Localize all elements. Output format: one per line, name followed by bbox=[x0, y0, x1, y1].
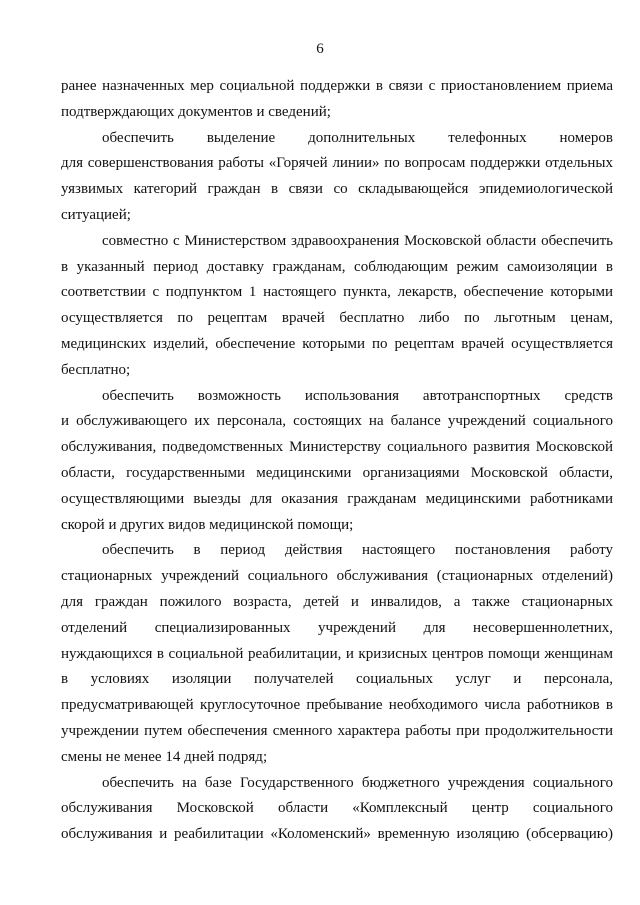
text-line: скорой и других видов медицинской помощи; bbox=[61, 516, 354, 533]
text-line: соответствии с подпунктом 1 настоящего пункта, лекарств, обеспечение которыми bbox=[61, 284, 613, 301]
text-line: осуществляется по рецептам врачей бесплатно либо по льготным ценам, bbox=[61, 310, 613, 327]
text-line: обслуживания Московской области «Комплексный центр социального bbox=[61, 800, 613, 817]
page-number: 6 bbox=[316, 41, 324, 57]
document-body bbox=[61, 74, 613, 848]
paragraph-first-line: обеспечить выделение дополнительных телефонных номеров bbox=[102, 129, 613, 146]
paragraph-first-line: совместно с Министерством здравоохранения Московской области обеспечить bbox=[102, 232, 613, 249]
text-line: обслуживания и реабилитации «Коломенский» временную изоляцию (обсервацию) bbox=[61, 826, 613, 843]
text-line: нуждающихся в социальной реабилитации, и кризисных центров помощи женщинам bbox=[61, 645, 613, 662]
text-line: в указанный период доставку гражданам, соблюдающим режим самоизоляции в bbox=[61, 258, 613, 275]
text-line: и обслуживающего их персонала, состоящих на балансе учреждений социального bbox=[61, 413, 613, 430]
paragraph-first-line: обеспечить возможность использования автотранспортных средств bbox=[102, 387, 613, 404]
text-line: учреждении путем обеспечения сменного характера работы при продолжительности bbox=[61, 722, 613, 739]
text-line: осуществляющими выезды для оказания гражданам медицинскими работниками bbox=[61, 490, 613, 507]
text-line: уязвимых категорий граждан в связи со складывающейся эпидемиологической bbox=[61, 181, 613, 198]
paragraph-first-line: обеспечить в период действия настоящего постановления работу bbox=[102, 542, 613, 559]
text-line: ситуацией; bbox=[61, 206, 131, 223]
text-line: в условиях изоляции получателей социальных услуг и персонала, bbox=[61, 671, 613, 688]
text-line: для совершенствования работы «Горячей линии» по вопросам поддержки отдельных bbox=[61, 155, 613, 172]
text-line: обслуживания, подведомственных Министерству социального развития Московской bbox=[61, 439, 613, 456]
text-line: предусматривающей круглосуточное пребывание необходимого числа работников в bbox=[61, 697, 613, 714]
paragraph-first-line: обеспечить на базе Государственного бюджетного учреждения социального bbox=[102, 774, 613, 791]
text-line: медицинских изделий, обеспечение которыми по рецептам врачей осуществляется bbox=[61, 335, 613, 352]
text-line: отделений специализированных учреждений для несовершеннолетних, bbox=[61, 619, 613, 636]
text-line: для граждан пожилого возраста, детей и инвалидов, а также стационарных bbox=[61, 593, 613, 610]
text-line: подтверждающих документов и сведений; bbox=[61, 103, 331, 120]
text-line: бесплатно; bbox=[61, 361, 131, 378]
text-line: ранее назначенных мер социальной поддержки в связи с приостановлением приема bbox=[61, 78, 613, 94]
text-line: смены не менее 14 дней подряд; bbox=[61, 748, 268, 765]
text-line: стационарных учреждений социального обслуживания (стационарных отделений) bbox=[61, 568, 613, 585]
text-line: области, государственными медицинскими организациями Московской области, bbox=[61, 464, 613, 481]
